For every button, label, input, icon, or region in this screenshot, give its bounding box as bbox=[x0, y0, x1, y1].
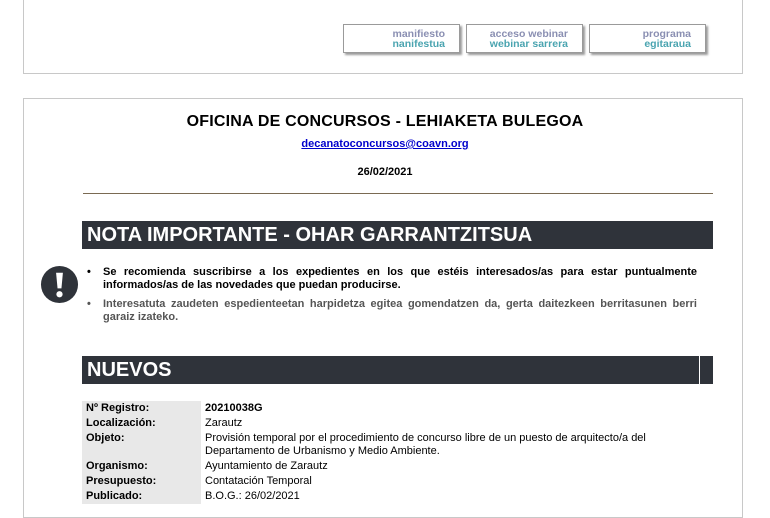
programa-button[interactable] bbox=[589, 24, 706, 53]
heading-edge-mark bbox=[699, 356, 700, 384]
table-row bbox=[82, 401, 712, 416]
heading-underline-gap bbox=[201, 384, 713, 386]
row-value: Provisión temporal por el procedimiento de concurso libre de un puesto de arquitecto/a del Departamento de Urbanismo y Medio Ambiente. bbox=[205, 432, 646, 457]
row-value: Zarautz bbox=[205, 417, 243, 429]
row-label: Publicado: bbox=[82, 489, 201, 504]
table-row bbox=[82, 489, 712, 504]
exclamation-icon bbox=[40, 265, 79, 304]
row-value: Contatación Temporal bbox=[205, 475, 312, 487]
table-row bbox=[82, 459, 712, 474]
notice-item-es: • Se recomienda suscribirse a los expedientes en los que estéis interesados/as para estar puntualmente informados/as de las novedades que puedan producirse. bbox=[87, 266, 697, 292]
row-value: B.O.G.: 26/02/2021 bbox=[205, 490, 300, 502]
office-email-link[interactable]: decanatoconcursos@coavn.org bbox=[301, 138, 469, 150]
webinar-access-button[interactable] bbox=[466, 24, 583, 53]
table-row bbox=[82, 416, 712, 431]
row-label: Localización: bbox=[82, 416, 201, 431]
office-date: 26/02/2021 bbox=[357, 166, 413, 178]
row-label: Presupuesto: bbox=[82, 474, 201, 489]
row-label: Objeto: bbox=[82, 431, 201, 459]
row-value: Ayuntamiento de Zarautz bbox=[205, 460, 328, 472]
notice-item-eu: • Interesatuta zaudeten espedienteetan harpidetza egitea gomendatzen da, gerta daitezkeen berritasunen berri garaiz izateko. bbox=[87, 298, 697, 324]
manifiesto-button-sublabel: nanifestua bbox=[392, 38, 445, 50]
nuevos-heading: NUEVOS bbox=[82, 356, 713, 384]
manifiesto-button[interactable] bbox=[343, 24, 460, 53]
office-title: OFICINA DE CONCURSOS - LEHIAKETA BULEGOA bbox=[186, 113, 584, 130]
table-row bbox=[82, 474, 712, 489]
notice-list bbox=[87, 266, 697, 330]
registry-table bbox=[82, 401, 712, 504]
programa-button-sublabel: egitaraua bbox=[644, 38, 691, 50]
row-label: Nº Registro: bbox=[82, 401, 201, 416]
manifiesto-button-label: manifiesto bbox=[392, 28, 445, 40]
row-label: Organismo: bbox=[82, 459, 201, 474]
webinar-button-sublabel: webinar sarrera bbox=[489, 38, 568, 50]
notice-heading: NOTA IMPORTANTE - OHAR GARRANTZITSUA bbox=[82, 221, 713, 249]
table-row bbox=[82, 431, 712, 459]
webinar-button-label: acceso webinar bbox=[489, 28, 568, 40]
divider bbox=[83, 193, 713, 194]
programa-button-label: programa bbox=[642, 28, 691, 40]
row-value: 20210038G bbox=[205, 402, 263, 414]
